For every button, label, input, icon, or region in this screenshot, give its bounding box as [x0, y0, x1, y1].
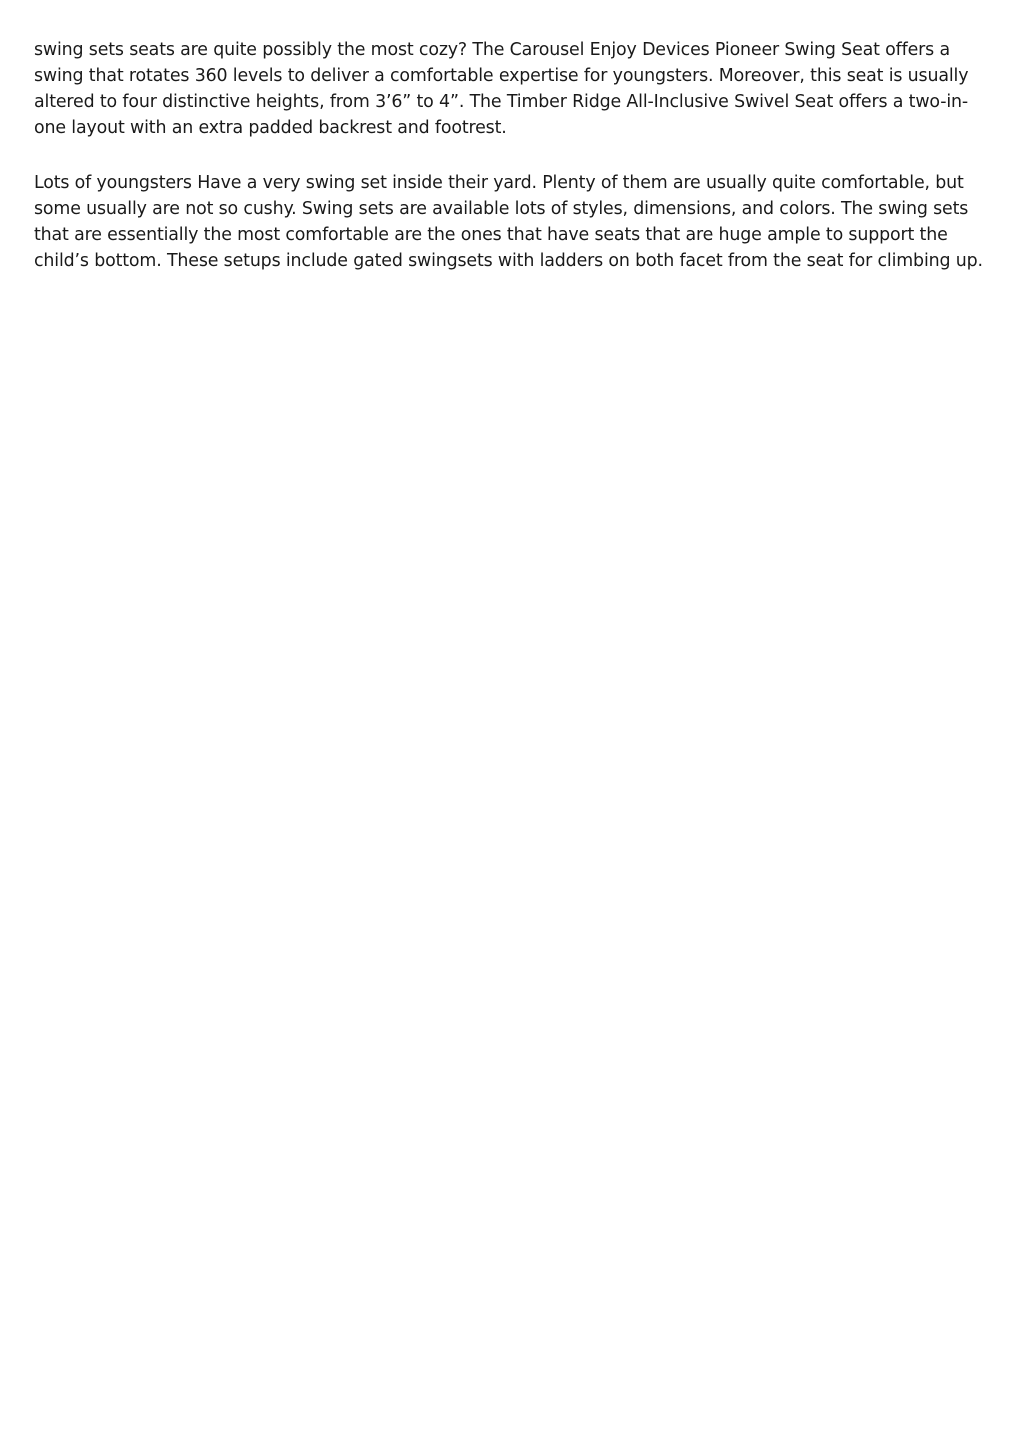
paragraph-2: Lots of youngsters Have a very swing set inside their yard. Plenty of them are usually quite comfortable, but some usually are not so cushy. Swing sets are available lots of styles, dimensions, and colors. The swing sets that are essentially the most comfortable are the ones that have seats that are huge ample to support the child’s bottom. These setups include gated swingsets with ladders on both facet from the seat for climbing up.: [34, 173, 983, 271]
document-body: [34, 37, 990, 303]
paragraph-1: swing sets seats are quite possibly the most cozy? The Carousel Enjoy Devices Pioneer Swing Seat offers a swing that rotates 360 levels to deliver a comfortable expertise for youngsters. Moreover, this seat is usually altered to four distinctive heights, from 3’6” to 4”. The Timber Ridge All-Inclusive Swivel Seat offers a two-in-one layout with an extra padded backrest and footrest.: [34, 40, 969, 138]
